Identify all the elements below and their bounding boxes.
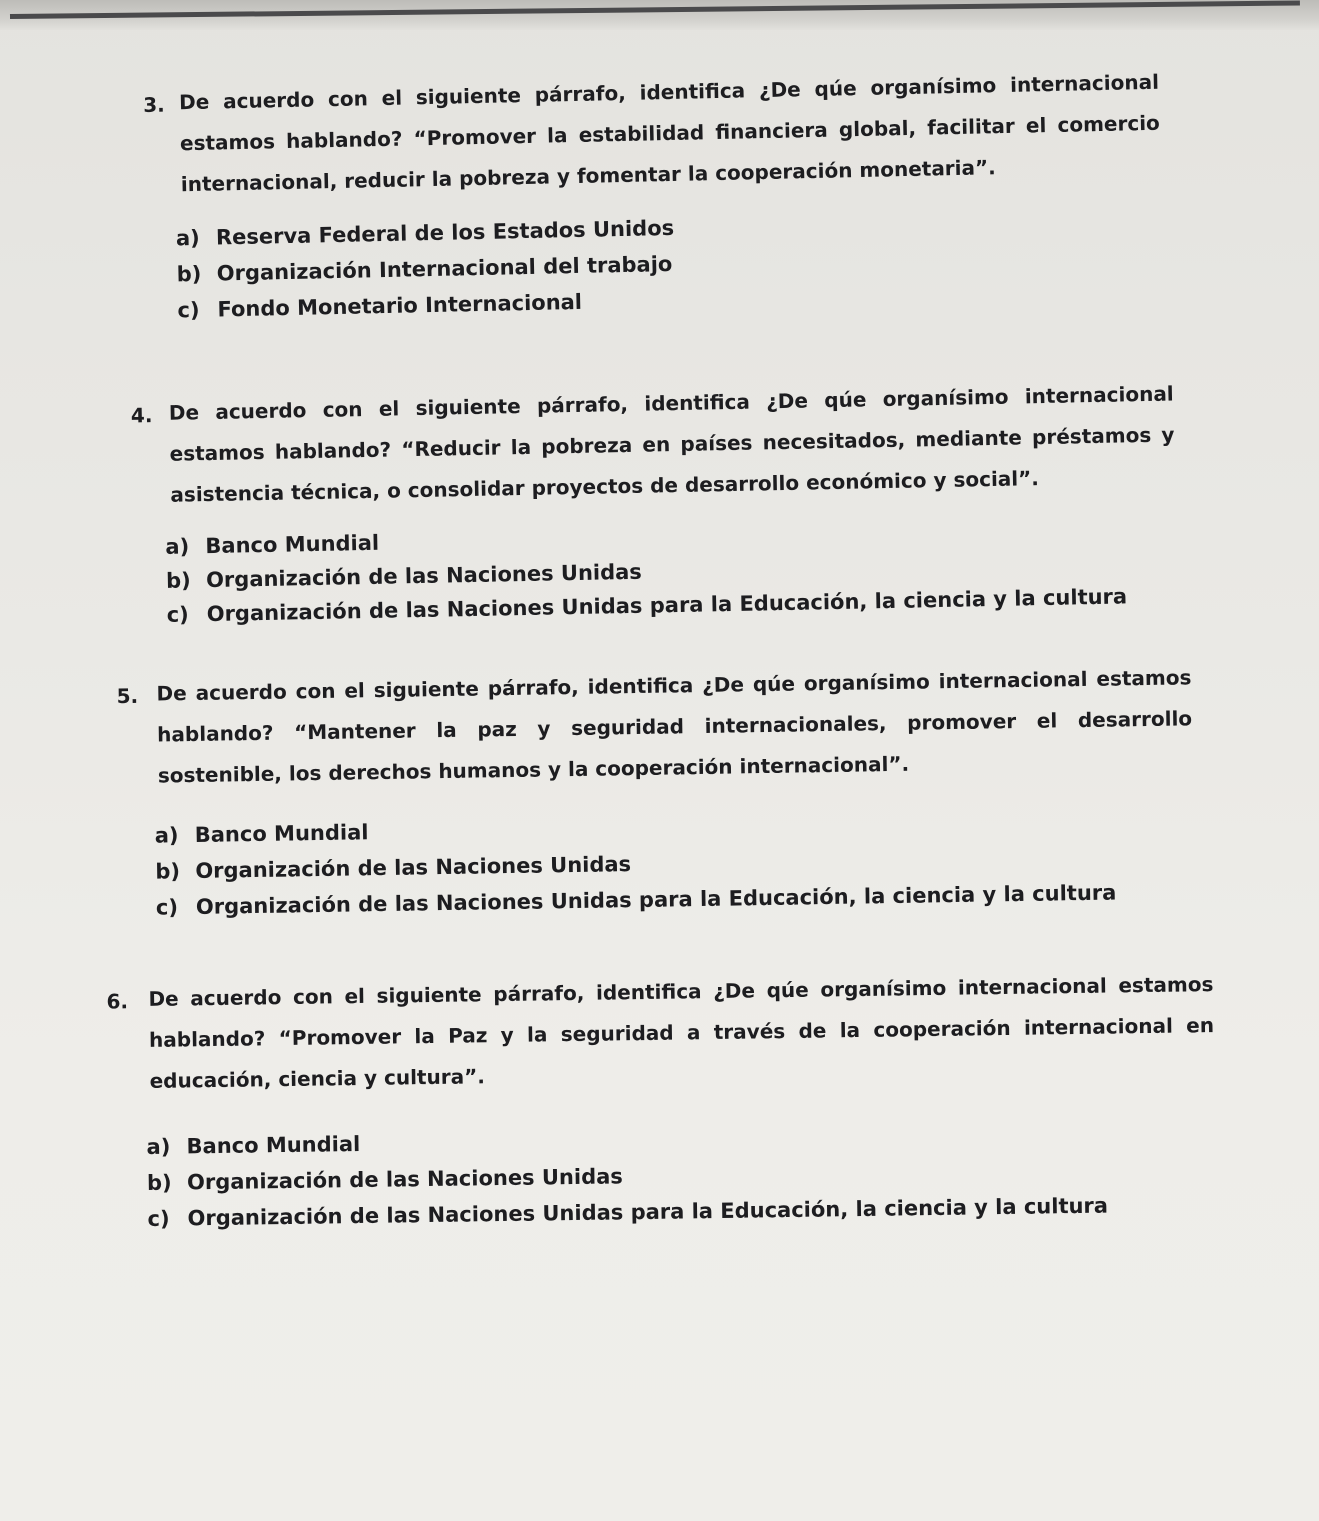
option-label: Organización Internacional del trabajo — [216, 251, 673, 286]
option-label: Reserva Federal de los Estados Unidos — [215, 215, 675, 250]
option-c — [167, 584, 1128, 626]
question-6 — [0, 948, 1215, 1231]
question-text: De acuerdo con el siguiente párrafo, identifica ¿De qúe organísimo internacional estamos hablando? “Promover la Paz y la seguridad a través de la cooperación internacional en educación, ciencia y cultura”. — [148, 972, 1215, 1093]
question-text: De acuerdo con el siguiente párrafo, identifica ¿De qúe organísimo internacional estamos hablando? “Reducir la pobreza en países necesitados, mediante préstamos y asistencia técnica, o consolidar proyectos de desarrollo económico y social”. — [168, 381, 1175, 507]
option-a — [146, 1132, 360, 1159]
question-text: De acuerdo con el siguiente párrafo, identifica ¿De qúe organísimo internacional estamos hablando? “Mantener la paz y seguridad internacionales, promover el desarrollo sostenible, los derechos humanos y la cooperación internacional”. — [156, 665, 1193, 788]
question-4 — [0, 347, 1200, 627]
question-text: De acuerdo con el siguiente párrafo, identifica ¿De qúe organísimo internacional estamos hablando? “Promover la estabilidad financiera global, facilitar el comercio internacional, reducir la pobreza y fomentar la cooperación monetaria”. — [178, 69, 1161, 197]
question-number: 4. — [130, 403, 153, 428]
question-number: 5. — [116, 683, 139, 709]
option-b — [155, 852, 631, 883]
option-label: Organización de las Naciones Unidas — [195, 852, 632, 883]
option-label: Banco Mundial — [205, 530, 380, 559]
option-a — [155, 820, 369, 847]
question-number: 6. — [106, 989, 129, 1014]
option-c — [156, 880, 1117, 919]
option-letter: b) — [165, 568, 191, 593]
option-letter: a) — [146, 1134, 171, 1159]
option-label: Organización de las Naciones Unidas para la Educación, la ciencia y la cultura — [206, 584, 1128, 627]
option-label: Organización de las Naciones Unidas para la Educación, la ciencia y la cultura — [187, 1193, 1109, 1231]
option-b — [147, 1164, 623, 1195]
option-label: Organización de las Naciones Unidas para la Educación, la ciencia y la cultura — [195, 880, 1117, 919]
option-letter: a) — [165, 534, 190, 559]
option-label: Banco Mundial — [194, 820, 369, 847]
option-letter: a) — [175, 225, 201, 251]
option-label: Fondo Monetario Internacional — [217, 289, 583, 322]
option-letter: c) — [147, 1206, 170, 1231]
option-b — [166, 560, 642, 593]
option-c — [177, 290, 582, 322]
option-a — [165, 531, 379, 559]
option-letter: b) — [155, 859, 181, 884]
option-b — [176, 252, 672, 286]
option-label: Banco Mundial — [186, 1131, 361, 1159]
option-c — [147, 1194, 1108, 1231]
option-letter: c) — [177, 297, 200, 323]
option-a — [176, 216, 675, 250]
option-letter: c) — [155, 895, 179, 920]
option-letter: b) — [146, 1170, 172, 1195]
question-5 — [0, 641, 1200, 920]
option-label: Organización de las Naciones Unidas — [186, 1164, 623, 1195]
option-letter: a) — [154, 823, 179, 848]
question-number: 3. — [142, 92, 165, 118]
option-label: Organización de las Naciones Unidas — [205, 559, 643, 593]
option-letter: b) — [176, 261, 202, 287]
option-letter: c) — [166, 602, 190, 627]
